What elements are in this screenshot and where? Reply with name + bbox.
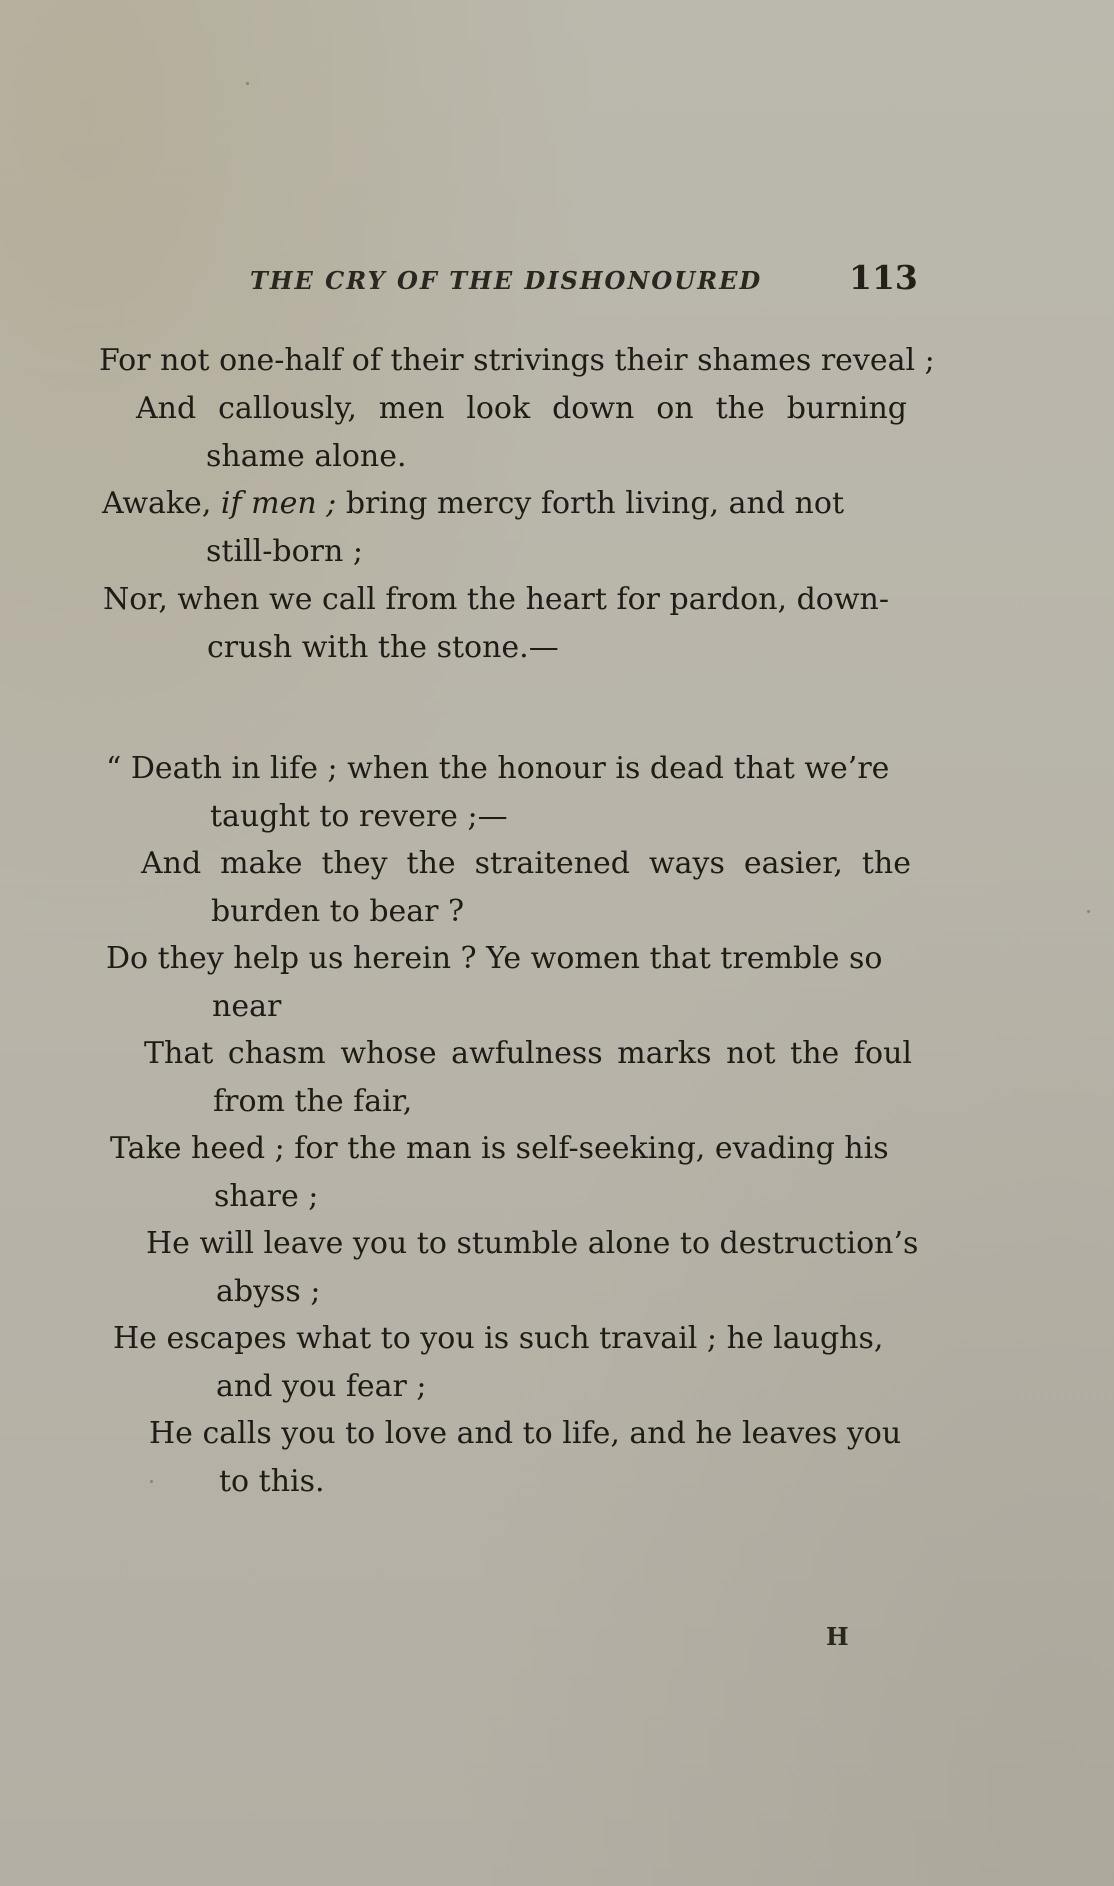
paper-speck: [150, 1480, 153, 1483]
poem-line: Take heed ; for the man is self-seeking, evading his: [110, 1131, 889, 1166]
poem-line-emphasis: if men ;: [220, 486, 337, 521]
poem-line: For not one-half of their strivings their shames reveal ;: [99, 343, 935, 378]
page-header: [0, 258, 1114, 298]
poem-line: from the fair,: [213, 1084, 413, 1119]
poem-line: crush with the stone.—: [207, 630, 559, 665]
poem-line: “ Death in life ; when the honour is dead that we’re: [106, 751, 890, 786]
poem-line: share ;: [214, 1179, 319, 1214]
poem-line: near: [212, 989, 282, 1024]
poem-line: Nor, when we call from the heart for pardon, down-: [103, 582, 890, 617]
poem-line: That chasm whose awfulness marks not the foul: [144, 1036, 912, 1071]
paper-speck: [1087, 910, 1090, 913]
poem-line-part: bring mercy forth living, and not: [336, 486, 844, 521]
poem-line: abyss ;: [216, 1274, 321, 1309]
poem-line-part: Awake,: [102, 486, 221, 521]
poem-line: shame alone.: [206, 439, 407, 474]
poem-line: He escapes what to you is such travail ; he laughs,: [113, 1321, 884, 1356]
running-title: THE CRY OF THE DISHONOURED: [250, 266, 763, 295]
poem-line: And callously, men look down on the burning: [136, 391, 907, 426]
poem-line: to this.: [219, 1464, 325, 1499]
page-number: 113: [849, 258, 918, 297]
poem-line: He calls you to love and to life, and he leaves you: [149, 1416, 902, 1451]
poem-line: And make they the straitened ways easier, the: [141, 846, 911, 881]
poem-line: taught to revere ;—: [210, 799, 508, 834]
poem-line: and you fear ;: [216, 1369, 427, 1404]
poem-line: Do they help us herein ? Ye women that tremble so: [106, 941, 883, 976]
paper-speck: [246, 82, 249, 85]
signature-mark: H: [826, 1622, 849, 1651]
poem-line-composite: [102, 486, 908, 522]
poem-line: still-born ;: [206, 534, 363, 569]
poem-line: burden to bear ?: [211, 894, 465, 929]
poem-line: He will leave you to stumble alone to destruction’s: [146, 1226, 919, 1261]
